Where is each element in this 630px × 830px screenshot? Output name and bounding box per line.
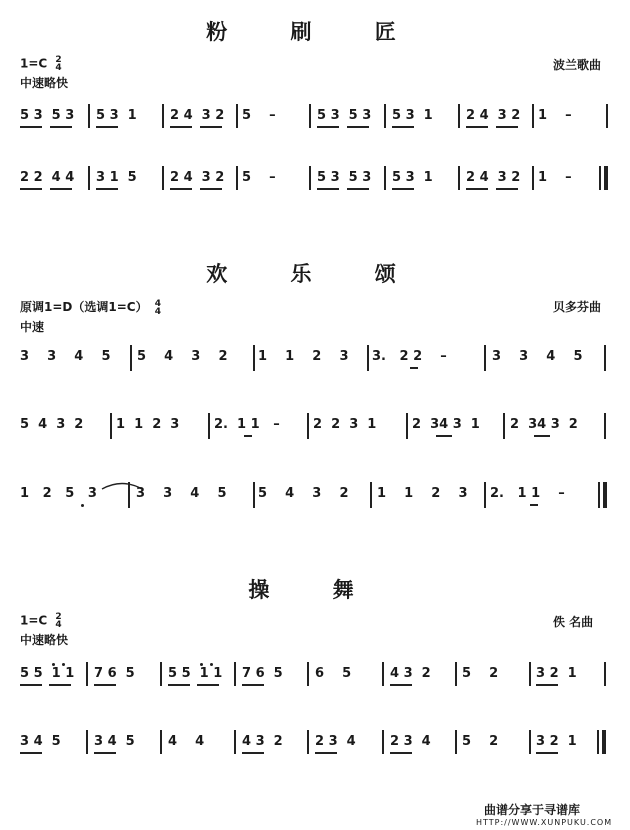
song-2-row-1: 3 3 4 5 5 4 3 2 1 1 2 3 3. 2 2 – 3 3 4 5 [0, 345, 630, 385]
song-1-row-2: 2 2 4 4 3 1 5 2 4 3 2 5 – 5 3 5 3 5 3 1 2 4 3 2 1 – [0, 166, 630, 206]
song-3-row-2: 3 4 5 3 4 5 4 4 4 3 2 2 3 4 2 3 4 5 2 3 2 1 [0, 730, 630, 770]
key-signature-1: 1=C 2 4 [20, 55, 62, 73]
key-signature-3: 1=C 2 4 [20, 612, 62, 630]
composer-2: 贝多芬曲 [553, 300, 602, 314]
tempo-2: 中速 [20, 320, 45, 334]
composer-3: 佚 名曲 [553, 615, 594, 629]
song-title-2: 欢 乐 颂 [206, 261, 424, 286]
tempo-3: 中速略快 [20, 633, 69, 647]
key-signature-2: 原调1=D（选调1=C） 4 4 [20, 298, 162, 317]
song-2-row-3: 1 2 5 3 3 3 4 5 5 4 3 2 1 1 2 3 2. 1 1 – [0, 482, 630, 522]
song-title-1: 粉 刷 匠 [206, 19, 424, 44]
footer-site-name: 曲谱分享于寻谱库 [484, 803, 581, 817]
footer-url: HTTP://WWW.XUNPUKU.COM [476, 818, 613, 827]
composer-1: 波兰歌曲 [553, 58, 602, 72]
song-title-3: 操 舞 [248, 577, 382, 602]
song-1-row-1: 5 3 5 3 5 3 1 2 4 3 2 5 – 5 3 5 3 5 3 1 2 4 3 2 1 – [0, 104, 630, 144]
song-2-row-2: 5 4 3 2 1 1 2 3 2. 1 1 – 2 2 3 1 2 34 3 1 2 34 3 2 [0, 413, 630, 453]
tempo-1: 中速略快 [20, 76, 69, 90]
song-3-row-1: 5 5 1 1 7 6 5 5 5 1 1 7 6 5 6 5 4 3 2 5 2 3 2 1 [0, 662, 630, 702]
